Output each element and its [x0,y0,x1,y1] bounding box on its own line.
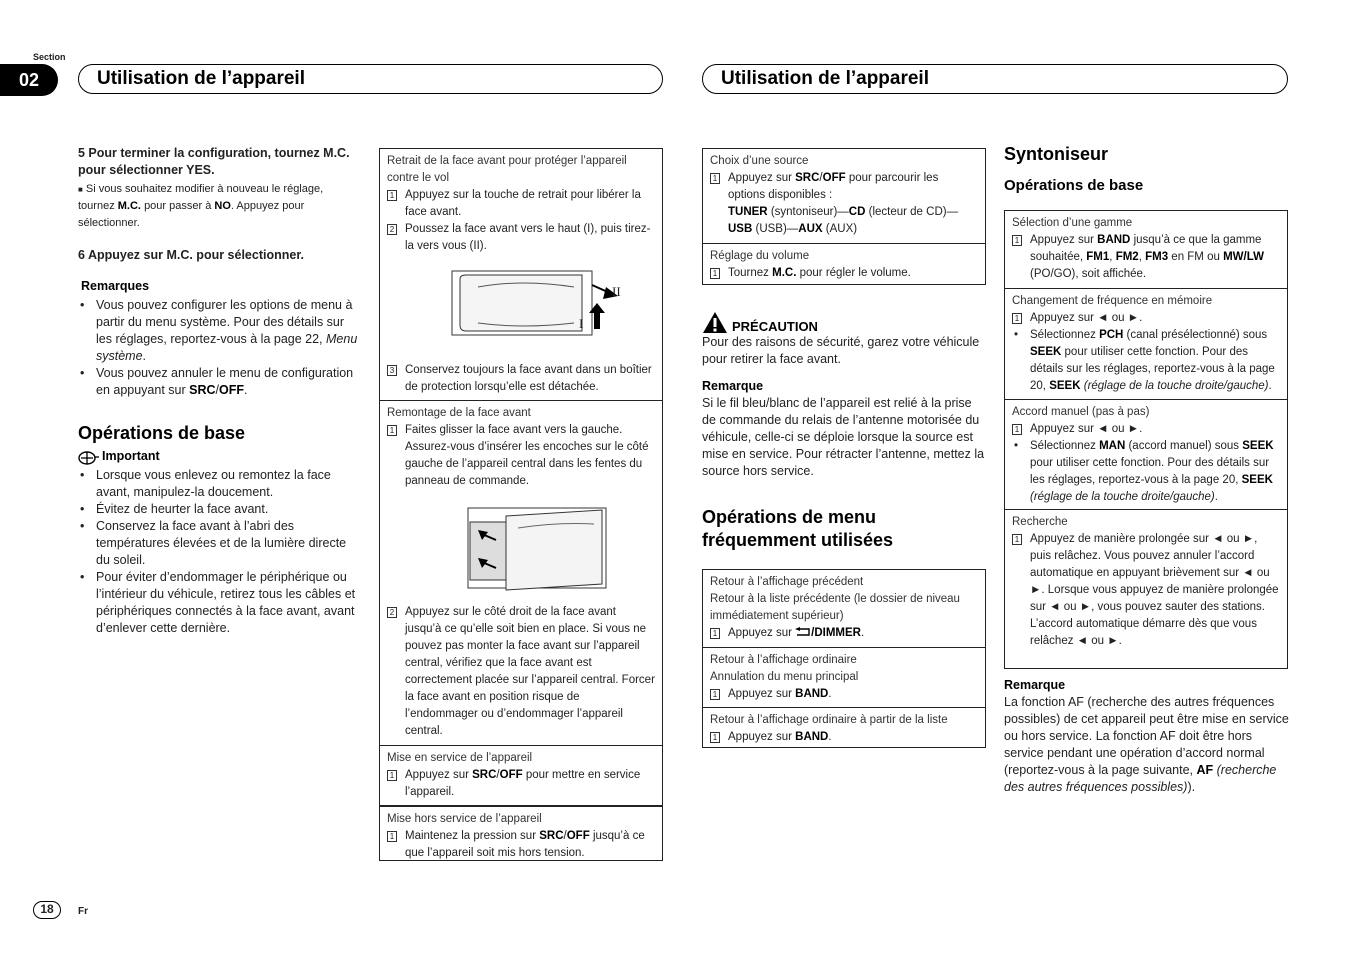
list-item: • Sélectionnez MAN (accord manuel) sous SEEK pour utiliser cette fonction. Pour des détails sur les réglages, reportez-vous à la page 20, SEEK (réglage de la touche droite/gauche). [1014,440,1274,503]
step: 1 Tournez M.C. pour régler le volume. [710,265,978,282]
step: 1 Appuyez sur BAND jusqu’à ce que la gamme souhaitée, FM1, FM2, FM3 en FM ou MW/LW (PO/GO), soit affichée. [1012,232,1280,283]
step: 1 Appuyez sur /DIMMER. [710,625,978,642]
list-item: • Conservez la face avant à l’abri des températures élevées et de la lumière directe du soleil. [78,518,360,569]
remark-heading: Remarque [1004,678,1066,692]
list-item: • Lorsque vous enlevez ou remontez la face avant, manipulez-la doucement. [78,467,360,501]
caution-heading: PRÉCAUTION [702,311,986,334]
tuner-remark [1004,678,1290,796]
warning-icon [702,311,728,334]
remark-text: Si le fil bleu/blanc de l’appareil est relié à la prise de commande du relais de l’antenne motorisée du véhicule, celle-ci se déploie lorsque la source est mise en service. Pour rétracter l’antenne, mettez la source hors service. [702,396,985,478]
step: 1 Appuyez sur ◄ ou ►. [1012,310,1280,327]
list-item: • Sélectionnez PCH (canal présélectionné) sous SEEK pour utiliser cette fonction. Pour des détails sur les réglages, reportez-vous à la page 20, SEEK (réglage de la touche droite/gauche). [1014,329,1275,392]
remark-text: La fonction AF (recherche des autres fréquences possibles) de cet appareil peut être mise en service ou hors service. La fonction AF doit être hors service pendant une opération d’accord normal (reportez-vous à la page suivante, AF (recherche des autres fréquences possibles)). [1004,695,1289,794]
remarks-list [78,297,360,399]
step-5-title: 5 Pour terminer la configuration, tournez M.C. pour sélectionner YES. [78,146,350,177]
column-1 [78,145,360,637]
step-5-note: ■ Si vous souhaitez modifier à nouveau le réglage, tournez M.C. pour passer à NO. Appuyez pour sélectionner. [78,183,324,229]
seek-section [1005,509,1287,656]
section-label: Section [33,52,66,62]
power-on-section [380,745,662,805]
remark-heading: Remarque [702,379,764,393]
step: 1 Maintenez la pression sur SRC/OFF jusqu’à ce que l’appareil soit mis hors tension. [387,828,655,862]
step: 1 Appuyez sur BAND. [710,686,978,703]
operations-heading: Opérations de base [78,423,246,443]
list-item: • Évitez de heurter la face avant. [78,501,360,518]
step: 1 Appuyez sur BAND. [710,729,978,746]
source-volume-box [702,148,986,285]
important-hand-icon [78,449,100,465]
section-caption: Sélection d’une gamme [1012,217,1133,229]
section-caption: Mise en service de l’appareil [387,752,533,764]
list-item: • Vous pouvez annuler le menu de configuration en appuyant sur SRC/OFF. [78,365,360,399]
caution-block [702,311,986,552]
reattach-front-panel-section [380,400,662,745]
list-item: • Vous pouvez configurer les options de menu à partir du menu système. Pour des détails sur les réglages, reportez-vous à la page 22, Menu système. [78,297,360,365]
section-caption: Annulation du menu principal [710,671,859,683]
back-from-list-section [703,707,985,752]
step: 1 Appuyez sur ◄ ou ►. [1012,421,1280,438]
reattach-panel-illustration [462,502,612,594]
direction-label-i: I [579,316,584,331]
direction-label-ii: II [612,284,621,299]
manual-tuning-section [1005,399,1287,509]
menu-operations-heading: Opérations de menu fréquemment utilisées [702,507,894,550]
step: 2 Appuyez sur le côté droit de la face avant jusqu’à ce qu’elle soit bien en place. Si vous ne pouvez pas monter la face avant sur l’appareil central, vérifiez que la face avant est correctement placée sur l’appareil central. Forcer la face avant en position risque de l’endommager ou d’endommager l’appareil central. [387,604,655,740]
section-caption: Choix d’une source [710,155,809,167]
language-label: Fr [78,906,88,917]
page-header-left: Utilisation de l’appareil [78,64,663,94]
section-caption: Retrait de la face avant pour protéger l’appareil contre le vol [387,155,627,184]
list-item: • Pour éviter d’endommager le périphérique ou l’intérieur du véhicule, retirez tous les câbles et périphériques connectés à la face avant, avant d’enlever cette dernière. [78,569,360,637]
preset-change-section [1005,288,1287,399]
back-ordinary-section [703,647,985,707]
step: 1 Faites glisser la face avant vers la gauche. Assurez-vous d’insérer les encoches sur le côté gauche de l’appareil central dans les fentes du panneau de commande. [387,422,655,490]
step-6-title: 6 Appuyez sur M.C. pour sélectionner. [78,248,304,262]
source-select-section [703,149,985,243]
front-panel-box [379,148,663,861]
step: 1 Appuyez sur la touche de retrait pour libérer la face avant. [387,187,655,221]
tuner-operations-heading: Opérations de base [1004,177,1144,194]
caution-text: Pour des raisons de sécurité, garez votre véhicule pour retirer la face avant. [702,335,980,366]
page-number: 18 [33,901,61,919]
step: 2 Poussez la face avant vers le haut (I), puis tirez-la vers vous (II). [387,221,655,255]
section-caption: Retour à l’affichage précédent [710,576,864,588]
remove-panel-illustration [442,265,642,345]
step: 1 Appuyez de manière prolongée sur ◄ ou ►, puis relâchez. Vous pouvez annuler l’accord automatique en appuyant brièvement sur ◄ ou ►. Lorsque vous appuyez de manière prolongée sur ◄ ou ►, vous pouvez sauter des stations. L’accord automatique démarre dès que vous relâchez ◄ ou ►. [1012,531,1280,650]
section-caption: Retour à la liste précédente (le dossier de niveau immédiatement supérieur) [710,593,960,622]
remarks-heading: Remarques [81,279,150,293]
menu-operations-box [702,569,986,748]
section-caption: Retour à l’affichage ordinaire à partir de la liste [710,714,948,726]
step: 1 Appuyez sur SRC/OFF pour parcourir les options disponibles : TUNER (syntoniseur)—CD (lecteur de CD)— USB (USB)—AUX (AUX) [710,170,978,238]
volume-section [703,243,985,288]
tuner-heading: Syntoniseur [1004,144,1109,164]
power-off-section [380,805,662,863]
page-header-right: Utilisation de l’appareil [702,64,1288,94]
tuner-box [1004,210,1288,669]
section-caption: Accord manuel (pas à pas) [1012,406,1150,418]
back-arrow-icon [795,627,811,637]
section-caption: Changement de fréquence en mémoire [1012,295,1213,307]
step: 3 Conservez toujours la face avant dans un boîtier de protection lorsqu’elle est détachée. [380,362,662,400]
back-previous-section [703,570,985,647]
section-caption: Mise hors service de l’appareil [387,813,542,825]
section-number: 02 [0,64,58,96]
step: 1 Appuyez sur SRC/OFF pour mettre en service l’appareil. [387,767,655,801]
section-caption: Retour à l’affichage ordinaire [710,654,857,666]
band-select-section [1005,211,1287,288]
important-label: Important [78,448,360,465]
section-caption: Réglage du volume [710,250,810,262]
section-caption: Remontage de la face avant [387,407,531,419]
section-caption: Recherche [1012,516,1068,528]
important-list [78,467,360,637]
